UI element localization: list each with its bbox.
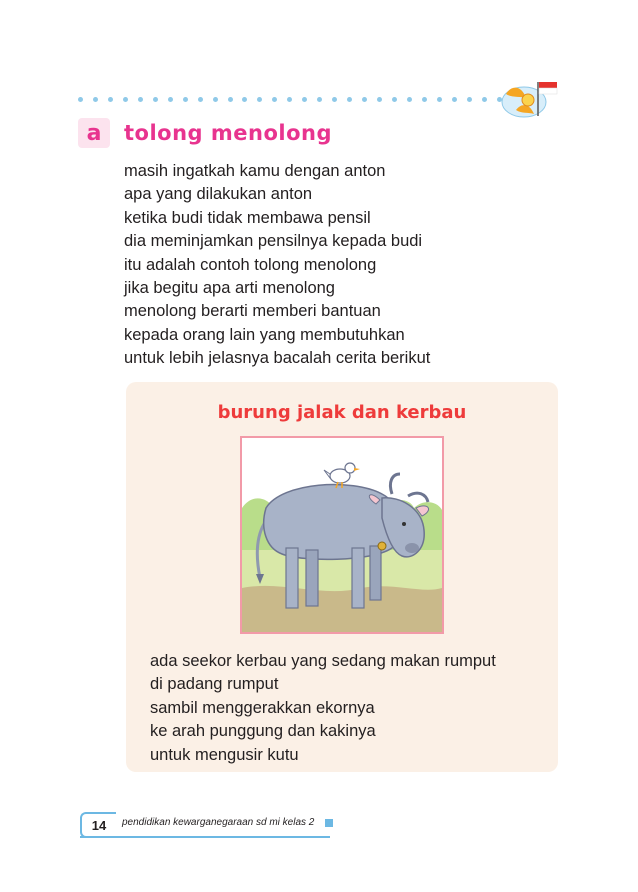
dot [437, 97, 442, 102]
story-line: sambil menggerakkan ekornya [150, 698, 375, 717]
dot [123, 97, 128, 102]
story-title: burung jalak dan kerbau [217, 402, 467, 423]
dot [242, 97, 247, 102]
dot [407, 97, 412, 102]
flag-emblem-icon [500, 76, 560, 120]
dot [467, 97, 472, 102]
dot [482, 97, 487, 102]
intro-line: dia meminjamkan pensilnya kepada budi [124, 232, 423, 251]
intro-line: ketika budi tidak membawa pensil [124, 208, 371, 227]
buffalo-with-bird-icon [242, 438, 442, 632]
intro-paragraph [124, 160, 430, 371]
page-number: 14 [80, 812, 116, 838]
dot [422, 97, 427, 102]
story-line: ke arah punggung dan kakinya [150, 722, 376, 741]
story-paragraph [150, 650, 496, 767]
dot [138, 97, 143, 102]
story-line: di padang rumput [150, 675, 279, 694]
footer-square-icon [325, 819, 333, 827]
dot [332, 97, 337, 102]
dot [347, 97, 352, 102]
header-dot-row [78, 94, 502, 104]
dot [198, 97, 203, 102]
dot [362, 97, 367, 102]
dot [452, 97, 457, 102]
dot [78, 97, 83, 102]
dot [377, 97, 382, 102]
dot [257, 97, 262, 102]
intro-line: apa yang dilakukan anton [124, 185, 313, 204]
story-line: untuk mengusir kutu [150, 745, 299, 764]
dot [108, 97, 113, 102]
dot [272, 97, 277, 102]
dot [302, 97, 307, 102]
intro-line: itu adalah contoh tolong menolong [124, 255, 377, 274]
dot [228, 97, 233, 102]
section-title: tolong menolong [124, 121, 332, 145]
intro-line: untuk lebih jelasnya bacalah cerita berikut [124, 349, 431, 368]
section-letter-badge: a [78, 118, 110, 148]
dot [213, 97, 218, 102]
dot [93, 97, 98, 102]
buffalo-illustration [240, 436, 444, 634]
intro-line: menolong berarti memberi bantuan [124, 302, 381, 321]
dot [392, 97, 397, 102]
intro-line: kepada orang lain yang membutuhkan [124, 325, 405, 344]
story-line: ada seekor kerbau yang sedang makan rumput [150, 652, 496, 670]
footer-divider [80, 836, 330, 838]
dot [153, 97, 158, 102]
footer-book-title: pendidikan kewarganegaraan sd mi kelas 2 [122, 817, 315, 828]
dot [183, 97, 188, 102]
dot [317, 97, 322, 102]
dot [287, 97, 292, 102]
intro-line: masih ingatkah kamu dengan anton [124, 162, 386, 180]
intro-line: jika begitu apa arti menolong [124, 279, 335, 298]
dot [168, 97, 173, 102]
